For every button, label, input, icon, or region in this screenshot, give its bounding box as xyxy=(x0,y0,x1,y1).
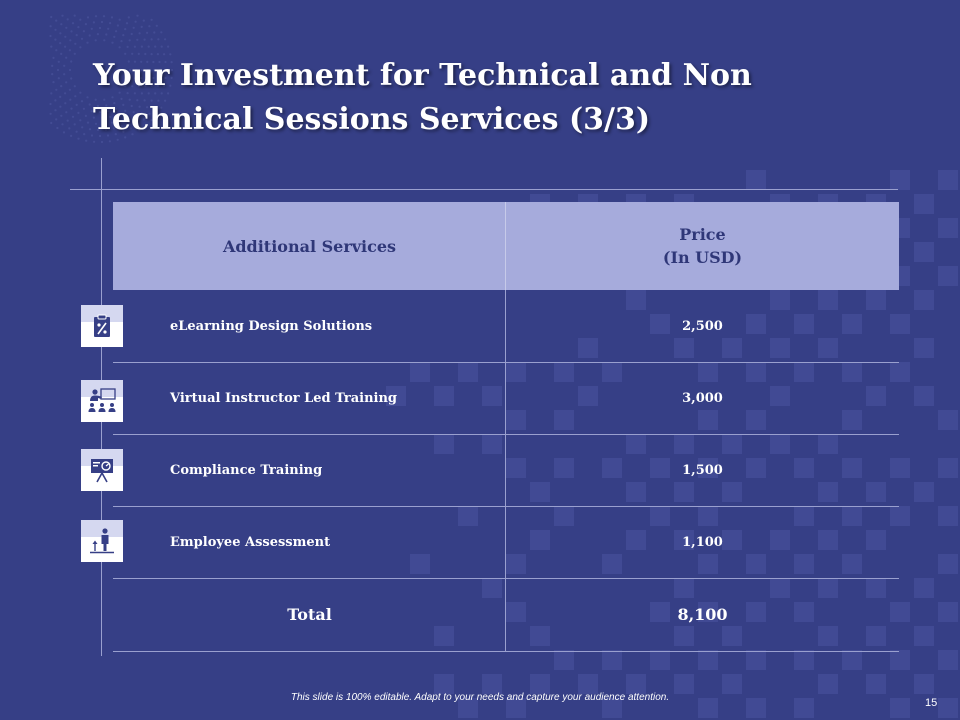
header-divider xyxy=(505,202,506,290)
table-row xyxy=(113,290,899,363)
service-name: eLearning Design Solutions xyxy=(170,318,373,334)
header-additional-services: Additional Services xyxy=(222,236,397,256)
service-name: Compliance Training xyxy=(170,462,323,478)
total-label: Total xyxy=(287,605,332,624)
service-name: Employee Assessment xyxy=(170,534,331,550)
presentation-board-icon xyxy=(81,449,123,491)
page-number: 15 xyxy=(925,697,938,709)
service-name: Virtual Instructor Led Training xyxy=(170,390,398,406)
header-price xyxy=(506,202,899,290)
service-price: 1,500 xyxy=(682,462,723,478)
service-price: 3,000 xyxy=(682,390,723,406)
header-price-unit: (In USD) xyxy=(662,248,743,267)
clipboard-percent-icon xyxy=(81,305,123,347)
total-value: 8,100 xyxy=(677,605,728,624)
service-price: 1,100 xyxy=(682,534,723,550)
table-header xyxy=(113,202,899,290)
table-row xyxy=(113,506,899,579)
slide-title: Your Investment for Technical and Non Technical Sessions Services (3/3) xyxy=(93,58,752,137)
service-price: 2,500 xyxy=(682,318,723,334)
footer-note: This slide is 100% editable. Adapt to your needs and capture your audience attention. xyxy=(290,692,670,703)
table-row xyxy=(113,434,899,507)
header-price-label: Price xyxy=(679,225,726,244)
presenter-audience-icon xyxy=(81,380,123,422)
table-row xyxy=(113,362,899,435)
table-total-row xyxy=(113,578,899,652)
horizontal-guide-line xyxy=(70,189,898,190)
person-growth-icon xyxy=(81,520,123,562)
